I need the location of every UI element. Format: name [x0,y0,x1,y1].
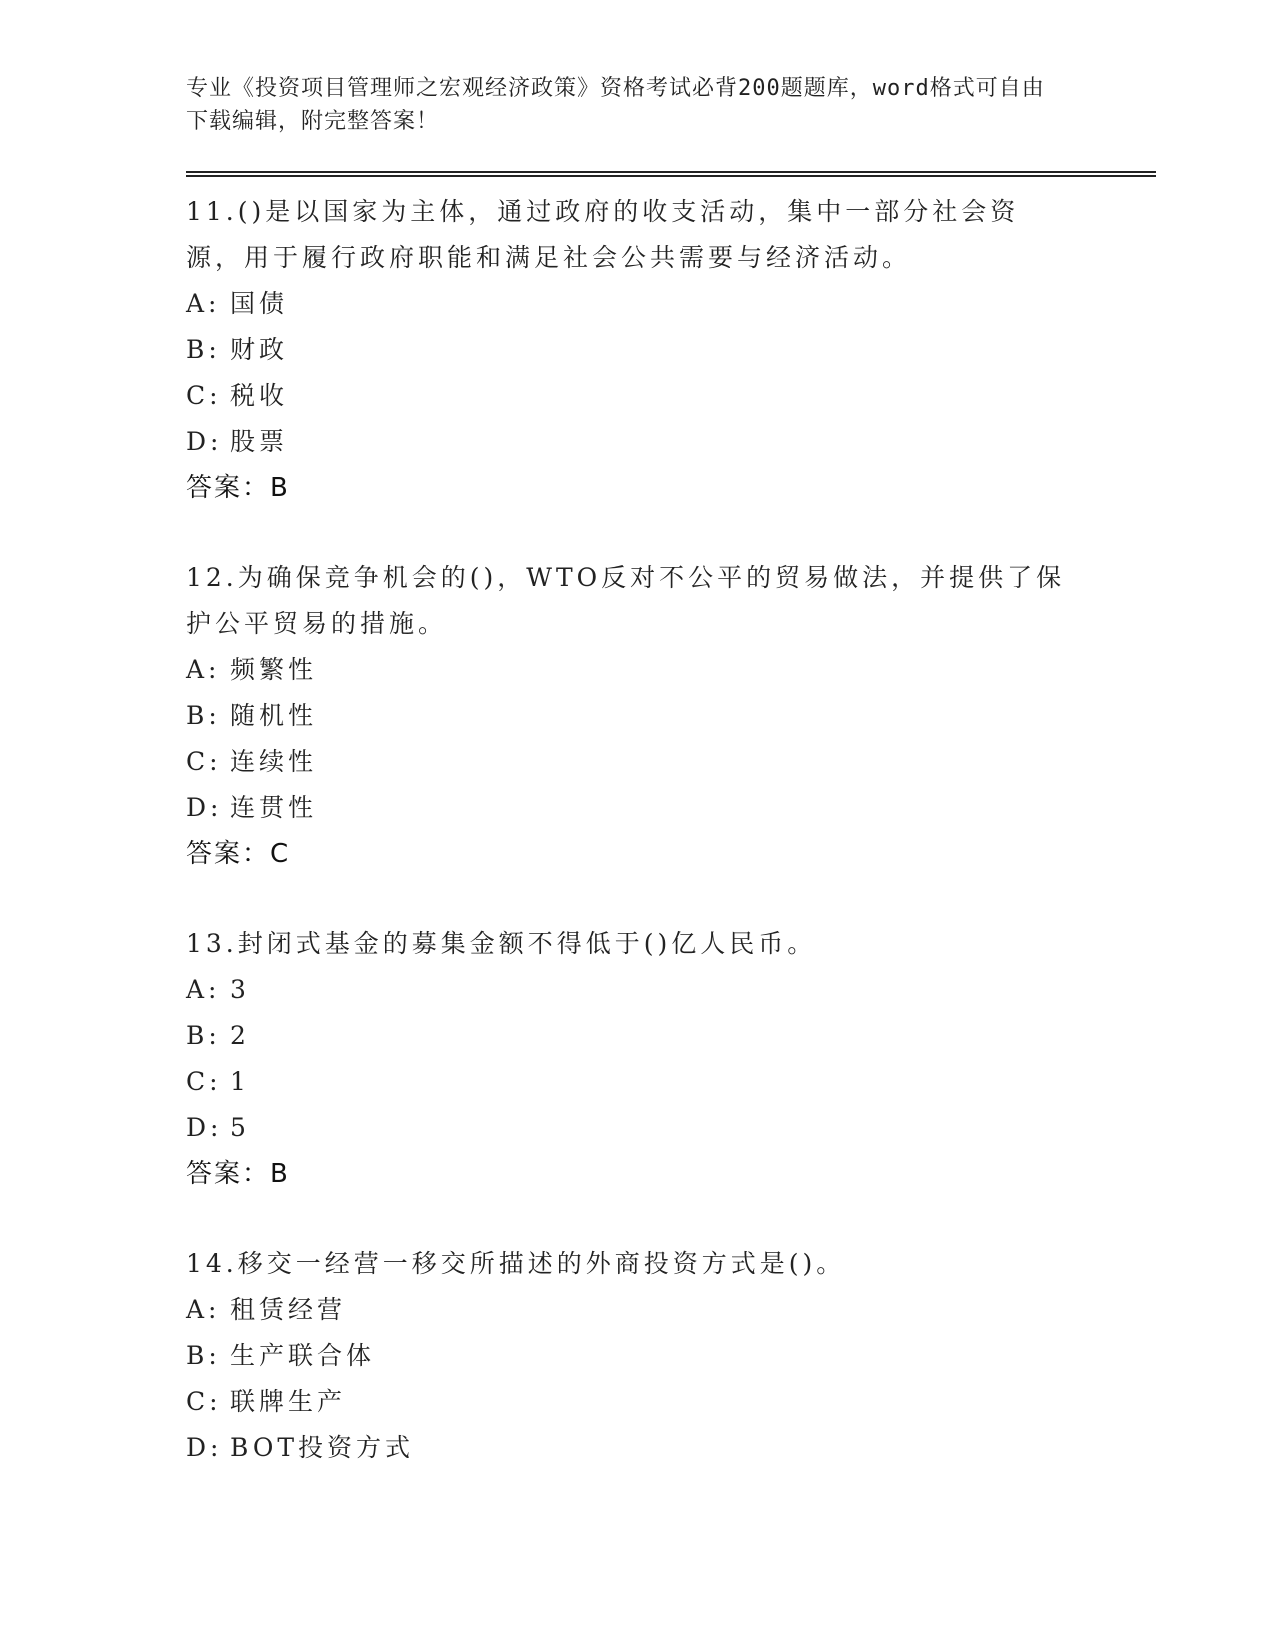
header-divider [186,171,1156,177]
option-b [186,693,1156,739]
answer-line: 答案：B [186,473,290,503]
question-11 [186,189,1156,511]
option-letter: A: [186,975,221,1004]
option-letter: D: [186,427,223,456]
option-letter: B: [186,701,221,730]
option-letter: A: [186,289,221,318]
document-header: 专业《投资项目管理师之宏观经济政策》资格考试必背200题题库，word格式可自由下载编辑，附完整答案！ [186,76,1045,134]
answer-line: 答案：B [186,1159,290,1189]
option-d [186,785,1156,831]
option-letter: C: [186,381,222,410]
option-a [186,1287,1156,1333]
document-page [186,72,1156,1471]
option-text: 税收 [230,381,289,410]
question-14 [186,1241,1156,1471]
option-text: BOT投资方式 [230,1433,415,1462]
option-c [186,739,1156,785]
option-a [186,647,1156,693]
option-text: 连续性 [230,747,318,776]
option-letter: C: [186,1387,222,1416]
option-d [186,419,1156,465]
option-text: 联牌生产 [230,1387,347,1416]
answer-line: 答案：C [186,839,291,869]
option-letter: C: [186,747,222,776]
question-13 [186,921,1156,1197]
option-text: 5 [230,1113,250,1142]
option-d [186,1105,1156,1151]
option-a [186,281,1156,327]
option-text: 1 [230,1067,250,1096]
question-stem: 14.移交一经营一移交所描述的外商投资方式是()。 [186,1249,846,1278]
option-letter: A: [186,1295,221,1324]
option-text: 2 [230,1021,250,1050]
option-text: 3 [230,975,250,1004]
question-stem: 11.()是以国家为主体，通过政府的收支活动，集中一部分社会资源，用于履行政府职能和满足社会公共需要与经济活动。 [186,197,1020,272]
option-b [186,1013,1156,1059]
option-c [186,1059,1156,1105]
option-letter: C: [186,1067,222,1096]
option-text: 连贯性 [230,793,318,822]
option-letter: B: [186,1021,221,1050]
option-text: 国债 [230,289,289,318]
option-text: 财政 [230,335,289,364]
option-a [186,967,1156,1013]
option-text: 租赁经营 [230,1295,347,1324]
option-letter: B: [186,1341,221,1370]
option-letter: A: [186,655,221,684]
question-12 [186,555,1156,877]
option-text: 频繁性 [230,655,318,684]
option-c [186,1379,1156,1425]
option-text: 生产联合体 [230,1341,376,1370]
option-letter: D: [186,1113,223,1142]
option-c [186,373,1156,419]
option-letter: D: [186,793,223,822]
option-letter: D: [186,1433,223,1462]
question-stem: 12.为确保竞争机会的()，WTO反对不公平的贸易做法，并提供了保护公平贸易的措施。 [186,563,1066,638]
option-d [186,1425,1156,1471]
question-stem: 13.封闭式基金的募集金额不得低于()亿人民币。 [186,929,817,958]
option-b [186,1333,1156,1379]
option-letter: B: [186,335,221,364]
option-text: 随机性 [230,701,318,730]
option-b [186,327,1156,373]
option-text: 股票 [230,427,289,456]
